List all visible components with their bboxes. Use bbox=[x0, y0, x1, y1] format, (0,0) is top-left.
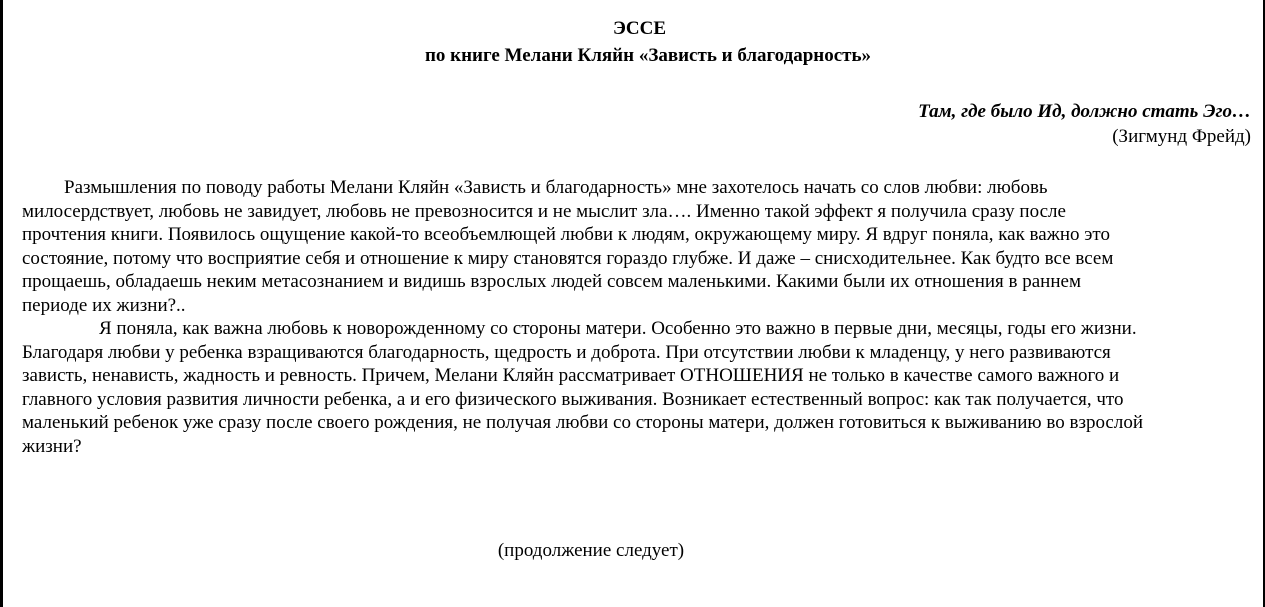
paragraph-1 bbox=[22, 176, 1260, 317]
epigraph-author: (Зигмунд Фрейд) bbox=[1112, 126, 1251, 147]
document-page bbox=[3, 0, 1263, 607]
epigraph bbox=[918, 99, 1251, 149]
paragraph-line: периоде их жизни?.. bbox=[22, 294, 186, 316]
paragraph-line: маленький ребенок уже сразу после своего рождения, не получая любви со стороны матери, должен готовиться к выживанию во взрослой bbox=[22, 412, 1143, 433]
paragraph-line: Я поняла, как важна любовь к новорожденному со стороны матери. Особенно это важно в первые дни, месяцы, годы его жизни. bbox=[99, 318, 1137, 339]
paragraph-line: Благодаря любви у ребенка взращиваются благодарность, щедрость и доброта. При отсутствии любви к младенцу, у него развиваются bbox=[22, 341, 1111, 363]
paragraph-line: Размышления по поводу работы Мелани Кляйн «Зависть и благодарность» мне захотелось начать со слов любви: любовь bbox=[64, 177, 1048, 198]
paragraph-line: зависть, ненависть, жадность и ревность. Причем, Мелани Кляйн рассматривает ОТНОШЕНИЯ не только в качестве самого важного и bbox=[22, 365, 1120, 386]
paragraph-line: главного условия развития личности ребенка, а и его физического выживания. Возникает естественный вопрос: как так получается, что bbox=[22, 388, 1124, 410]
continuation-note: (продолжение следует) bbox=[497, 540, 685, 561]
essay-body bbox=[22, 176, 1260, 458]
document-title: ЭССЕ bbox=[612, 18, 666, 39]
document-subtitle: по книге Мелани Кляйн «Зависть и благодарность» bbox=[424, 45, 872, 66]
paragraph-line: прочтения книги. Появилось ощущение какой-то всеобъемлющей любви к людям, окружающему миру. Я вдруг поняла, как важно это bbox=[22, 224, 1110, 245]
paragraph-line: жизни? bbox=[22, 435, 82, 457]
epigraph-quote: Там, где было Ид, должно стать Эго… bbox=[918, 101, 1251, 122]
paragraph-line: состояние, потому что восприятие себя и отношение к миру становятся гораздо глубже. И даже – снисходительнее. Как будто все всем bbox=[22, 247, 1114, 269]
paragraph-2 bbox=[22, 317, 1260, 458]
paragraph-line: прощаешь, обладаешь неким метасознанием и видишь взрослых людей совсем маленькими. Какими были их отношения в раннем bbox=[22, 271, 1081, 292]
paragraph-line: милосердствует, любовь не завидует, любовь не превозносится и не мыслит зла…. Именно такой эффект я получила сразу после bbox=[22, 200, 1066, 222]
